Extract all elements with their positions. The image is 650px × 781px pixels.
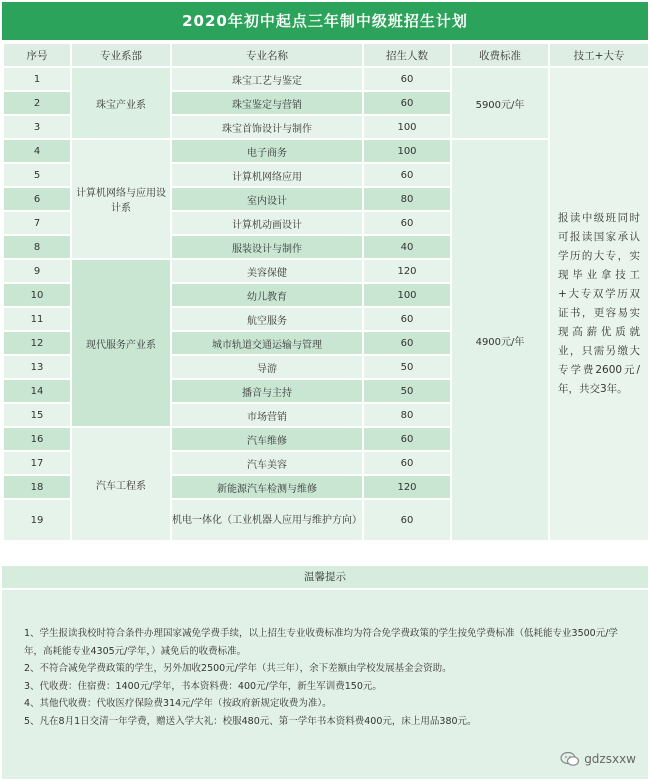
row-no: 11: [3, 307, 71, 331]
row-no: 8: [3, 235, 71, 259]
tips-panel: [2, 590, 648, 779]
enroll-count: 100: [363, 115, 451, 139]
major-name: 珠宝首饰设计与制作: [171, 115, 363, 139]
row-no: 12: [3, 331, 71, 355]
major-name: 播音与主持: [171, 379, 363, 403]
watermark: [560, 751, 636, 767]
wechat-icon: [560, 751, 580, 767]
row-no: 7: [3, 211, 71, 235]
department-cell: 珠宝产业系: [71, 67, 171, 139]
enroll-count: 120: [363, 475, 451, 499]
major-name: 美容保健: [171, 259, 363, 283]
page-title: 2020年初中起点三年制中级班招生计划: [2, 2, 648, 40]
header-major: 专业名称: [171, 43, 363, 67]
row-no: 15: [3, 403, 71, 427]
row-no: 6: [3, 187, 71, 211]
major-name: 室内设计: [171, 187, 363, 211]
major-name: 导游: [171, 355, 363, 379]
major-name: 计算机动画设计: [171, 211, 363, 235]
row-no: 1: [3, 67, 71, 91]
row-no: 2: [3, 91, 71, 115]
department-cell: 汽车工程系: [71, 427, 171, 541]
department-cell: 计算机网络与应用设计系: [71, 139, 171, 259]
major-name: 城市轨道交通运输与管理: [171, 331, 363, 355]
dual-degree-text: 报读中级班同时可报读国家承认学历的大专，实现毕业拿技工+大专双学历双证书，更容易实现高薪优质就业，只需另缴大专学费2600元/年，共交3年。: [558, 212, 640, 395]
enroll-count: 50: [363, 379, 451, 403]
row-no: 9: [3, 259, 71, 283]
enroll-count: 80: [363, 187, 451, 211]
tips-title: 温馨提示: [2, 566, 648, 588]
tip-item: 5、凡在8月1日交清一年学费，赠送入学大礼：校服480元、第一学年书本资料费400元，床上用品380元。: [24, 715, 477, 727]
enrollment-table: [2, 42, 650, 542]
tip-item: 1、学生报读我校时符合条件办理国家减免学费手续，以上招生专业收费标准均为符合免学费政策的学生按免学费标准（低耗能专业3500元/学年，高耗能专业4305元/学年，）减免后的收费标准。: [24, 628, 618, 657]
row-no: 3: [3, 115, 71, 139]
table-row: [3, 67, 649, 91]
major-name: 计算机网络应用: [171, 163, 363, 187]
major-name: 新能源汽车检测与维修: [171, 475, 363, 499]
department-cell: 现代服务产业系: [71, 259, 171, 427]
enroll-count: 60: [363, 67, 451, 91]
row-no: 13: [3, 355, 71, 379]
fee-cell: 5900元/年: [451, 67, 549, 139]
enroll-count: 60: [363, 211, 451, 235]
tip-item: 3、代收费：住宿费：1400元/学年，书本资料费：400元/学年，新生军训费150元。: [24, 680, 382, 692]
row-no: 17: [3, 451, 71, 475]
row-no: 14: [3, 379, 71, 403]
header-no: 序号: [3, 43, 71, 67]
watermark-text: gdzsxxw: [584, 752, 636, 766]
enroll-count: 60: [363, 427, 451, 451]
major-name: 服装设计与制作: [171, 235, 363, 259]
major-name: 电子商务: [171, 139, 363, 163]
enroll-count: 100: [363, 283, 451, 307]
row-no: 19: [3, 499, 71, 541]
enroll-count: 120: [363, 259, 451, 283]
enroll-count: 60: [363, 451, 451, 475]
tips-list: [2, 590, 648, 730]
tip-item: 4、其他代收费：代收医疗保险费314元/学年（按政府新规定收费为准）。: [24, 698, 332, 709]
enroll-count: 80: [363, 403, 451, 427]
enroll-count: 60: [363, 307, 451, 331]
major-name: 汽车美容: [171, 451, 363, 475]
major-name: 机电一体化（工业机器人应用与维护方向）: [171, 499, 363, 541]
header-fee: 收费标准: [451, 43, 549, 67]
major-name: 珠宝鉴定与营销: [171, 91, 363, 115]
enroll-count: 60: [363, 163, 451, 187]
major-name: 汽车维修: [171, 427, 363, 451]
row-no: 4: [3, 139, 71, 163]
major-name: 幼儿教育: [171, 283, 363, 307]
enroll-count: 60: [363, 499, 451, 541]
row-no: 10: [3, 283, 71, 307]
row-no: 18: [3, 475, 71, 499]
fee-cell: 4900元/年: [451, 139, 549, 541]
enroll-count: 60: [363, 91, 451, 115]
enroll-count: 40: [363, 235, 451, 259]
major-name: 航空服务: [171, 307, 363, 331]
enroll-count: 60: [363, 331, 451, 355]
header-dual: 技工+大专: [549, 43, 649, 67]
row-no: 16: [3, 427, 71, 451]
enroll-count: 50: [363, 355, 451, 379]
row-no: 5: [3, 163, 71, 187]
header-department: 专业系部: [71, 43, 171, 67]
header-count: 招生人数: [363, 43, 451, 67]
tip-item: 2、不符合减免学费政策的学生，另外加收2500元/学年（共三年），余下差额由学校发展基金会资助。: [24, 663, 452, 674]
dual-degree-note: [549, 67, 649, 541]
major-name: 珠宝工艺与鉴定: [171, 67, 363, 91]
major-name: 市场营销: [171, 403, 363, 427]
enroll-count: 100: [363, 139, 451, 163]
